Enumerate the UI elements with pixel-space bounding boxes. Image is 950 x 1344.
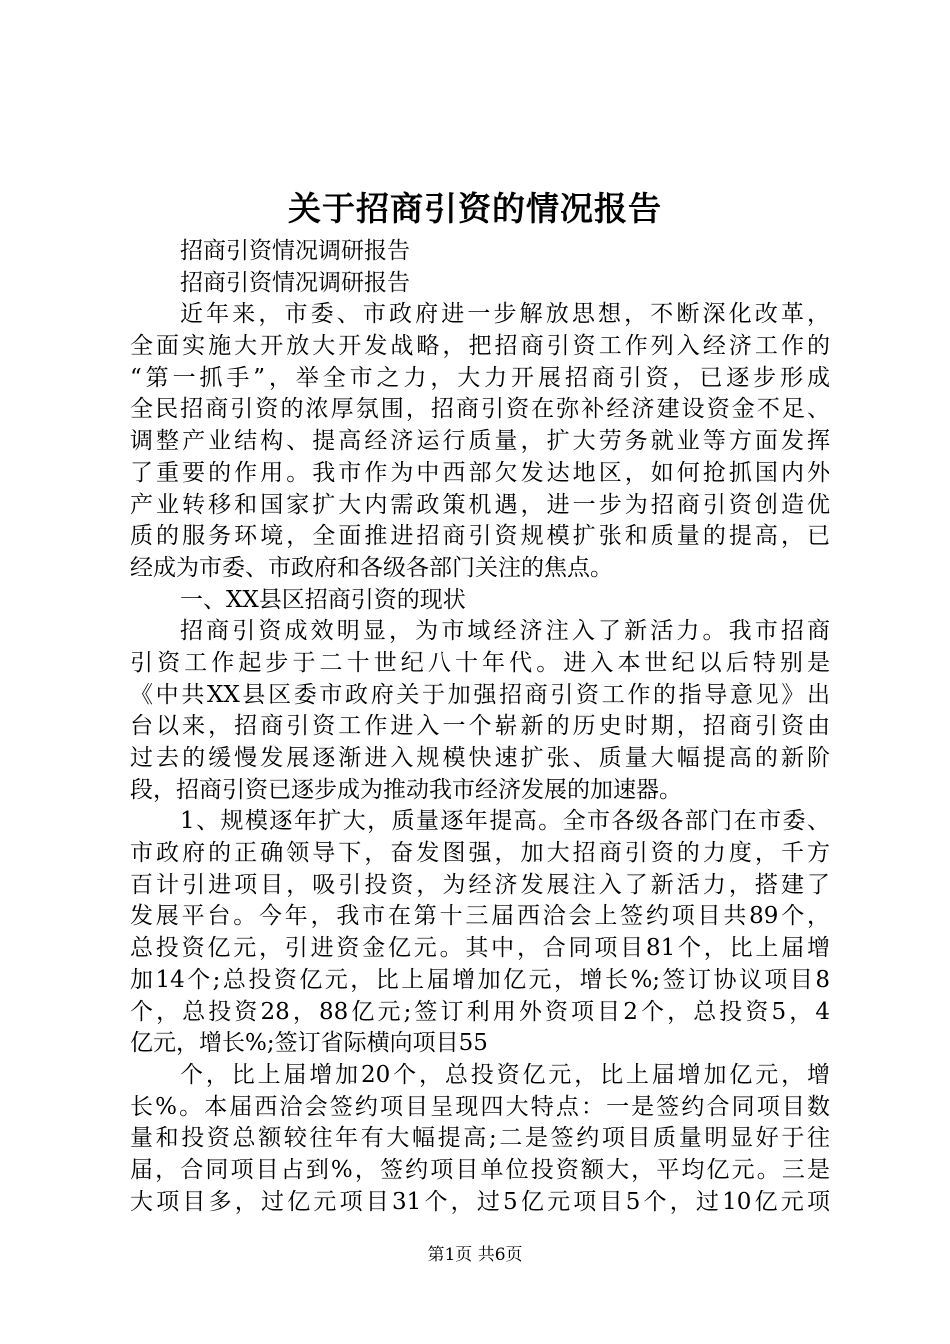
body-line: 长%。本届西洽会签约项目呈现四大特点：一是签约合同项目数 — [130, 1093, 830, 1120]
body-line: 引资工作起步于二十世纪八十年代。进入本世纪以后特别是 — [130, 649, 830, 676]
body-line: “第一抓手”，举全市之力，大力开展招商引资，已逐步形成 — [130, 364, 830, 391]
document-body — [130, 236, 830, 1218]
body-line: 全民招商引资的浓厚氛围，招商引资在弥补经济建设资金不足、 — [130, 396, 830, 423]
body-line: 调整产业结构、提高经济运行质量，扩大劳务就业等方面发挥 — [130, 428, 830, 455]
body-line: 发展平台。今年，我市在第十三届西洽会上签约项目共89个， — [130, 903, 830, 930]
body-line: 个，比上届增加20个，总投资亿元，比上届增加亿元，增 — [180, 1061, 830, 1088]
body-line: 市政府的正确领导下，奋发图强，加大招商引资的力度，千方 — [130, 840, 830, 867]
body-line: 段，招商引资已逐步成为推动我市经济发展的加速器。 — [130, 776, 682, 803]
document-title: 关于招商引资的情况报告 — [288, 189, 662, 228]
body-line: 过去的缓慢发展逐渐进入规模快速扩张、质量大幅提高的新阶 — [130, 745, 830, 771]
body-line: 产业转移和国家扩大内需政策机遇，进一步为招商引资创造优 — [130, 491, 830, 518]
body-line: 了重要的作用。我市作为中西部欠发达地区，如何抢抓国内外 — [130, 459, 830, 486]
body-line: 大项目多，过亿元项目31个，过5亿元项目5个，过10亿元项 — [130, 1188, 830, 1215]
body-line: 招商引资成效明显，为市域经济注入了新活力。我市招商 — [180, 618, 830, 645]
body-line: 个，总投资28，88亿元;签订利用外资项目2个，总投资5，4 — [130, 998, 830, 1025]
body-line: 全面实施大开放大开发战略，把招商引资工作列入经济工作的 — [130, 333, 830, 360]
body-line: 招商引资情况调研报告 — [180, 269, 410, 296]
body-line: 一、XX县区招商引资的现状 — [180, 586, 466, 613]
body-line: 招商引资情况调研报告 — [180, 238, 410, 264]
body-line: 质的服务环境，全面推进招商引资规模扩张和质量的提高，已 — [130, 523, 830, 550]
body-line: 量和投资总额较往年有大幅提高;二是签约项目质量明显好于往 — [130, 1125, 830, 1152]
body-line: 经成为市委、市政府和各级各部门关注的焦点。 — [130, 554, 613, 581]
body-line: 加14个;总投资亿元，比上届增加亿元，增长%;签订协议项目8 — [130, 966, 830, 993]
body-line: 1、规模逐年扩大，质量逐年提高。全市各级各部门在市委、 — [180, 808, 830, 835]
body-line: 近年来，市委、市政府进一步解放思想，不断深化改革， — [180, 301, 830, 328]
page-footer: 第1页 共6页 — [427, 1245, 523, 1265]
body-line: 百计引进项目，吸引投资，为经济发展注入了新活力，搭建了 — [130, 871, 830, 898]
body-line: 亿元，增长%;签订省际横向项目55 — [130, 1030, 488, 1057]
body-line: 届，合同项目占到%，签约项目单位投资额大，平均亿元。三是 — [130, 1156, 830, 1183]
body-line: 《中共XX县区委市政府关于加强招商引资工作的指导意见》出 — [130, 681, 830, 708]
body-line: 台以来，招商引资工作进入一个崭新的历史时期，招商引资由 — [130, 713, 830, 740]
body-line: 总投资亿元，引进资金亿元。其中，合同项目81个，比上届增 — [130, 935, 830, 962]
